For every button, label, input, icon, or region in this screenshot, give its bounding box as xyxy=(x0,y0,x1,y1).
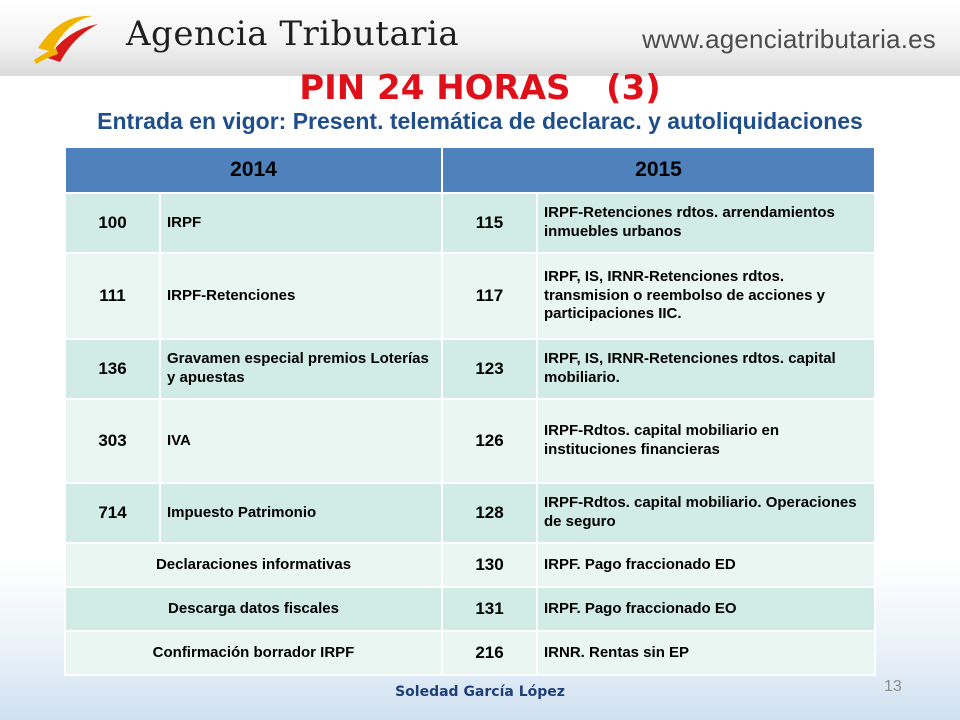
table-header-row xyxy=(65,147,875,193)
code-2014: 303 xyxy=(65,399,160,483)
table-row xyxy=(65,399,875,483)
agencia-tributaria-logo-icon xyxy=(30,8,108,66)
desc-2014: IRPF xyxy=(160,193,442,253)
code-2015: 128 xyxy=(442,483,537,543)
table-row xyxy=(65,631,875,675)
table-row xyxy=(65,339,875,399)
desc-2015: IRPF. Pago fraccionado EO xyxy=(537,587,875,631)
desc-2015: IRNR. Rentas sin EP xyxy=(537,631,875,675)
header-2014: 2014 xyxy=(65,147,442,193)
desc-2014: Gravamen especial premios Loterías y apuestas xyxy=(160,339,442,399)
author-name: Soledad García López xyxy=(395,684,565,700)
table-row xyxy=(65,543,875,587)
code-2015: 130 xyxy=(442,543,537,587)
website-url: www.agenciatributaria.es xyxy=(642,24,936,54)
desc-2015: IRPF-Rdtos. capital mobiliario en instituciones financieras xyxy=(537,399,875,483)
label-2014: Descarga datos fiscales xyxy=(65,587,442,631)
code-2015: 216 xyxy=(442,631,537,675)
code-2014: 100 xyxy=(65,193,160,253)
code-2015: 131 xyxy=(442,587,537,631)
code-2015: 123 xyxy=(442,339,537,399)
code-2015: 126 xyxy=(442,399,537,483)
desc-2015: IRPF. Pago fraccionado ED xyxy=(537,543,875,587)
desc-2015: IRPF-Rdtos. capital mobiliario. Operaciones de seguro xyxy=(537,483,875,543)
desc-2014: IRPF-Retenciones xyxy=(160,253,442,339)
table-row xyxy=(65,193,875,253)
code-2014: 714 xyxy=(65,483,160,543)
desc-2015: IRPF, IS, IRNR-Retenciones rdtos. capital mobiliario. xyxy=(537,339,875,399)
page-number: 13 xyxy=(884,678,902,695)
desc-2014: IVA xyxy=(160,399,442,483)
code-2015: 117 xyxy=(442,253,537,339)
table-row xyxy=(65,253,875,339)
label-2014: Declaraciones informativas xyxy=(65,543,442,587)
brand-name: Agencia Tributaria xyxy=(126,14,460,54)
header-band xyxy=(0,0,960,76)
header-2015: 2015 xyxy=(442,147,875,193)
label-2014: Confirmación borrador IRPF xyxy=(65,631,442,675)
code-2014: 136 xyxy=(65,339,160,399)
desc-2014: Impuesto Patrimonio xyxy=(160,483,442,543)
desc-2015: IRPF, IS, IRNR-Retenciones rdtos. transmision o reembolso de acciones y participaciones IIC. xyxy=(537,253,875,339)
table-row xyxy=(65,587,875,631)
slide-title: PIN 24 HORAS (3) xyxy=(299,68,661,108)
desc-2015: IRPF-Retenciones rdtos. arrendamientos inmuebles urbanos xyxy=(537,193,875,253)
slide-subtitle: Entrada en vigor: Present. telemática de declarac. y autoliquidaciones xyxy=(97,108,863,134)
code-2015: 115 xyxy=(442,193,537,253)
table-row xyxy=(65,483,875,543)
code-2014: 111 xyxy=(65,253,160,339)
forms-table xyxy=(64,146,876,676)
